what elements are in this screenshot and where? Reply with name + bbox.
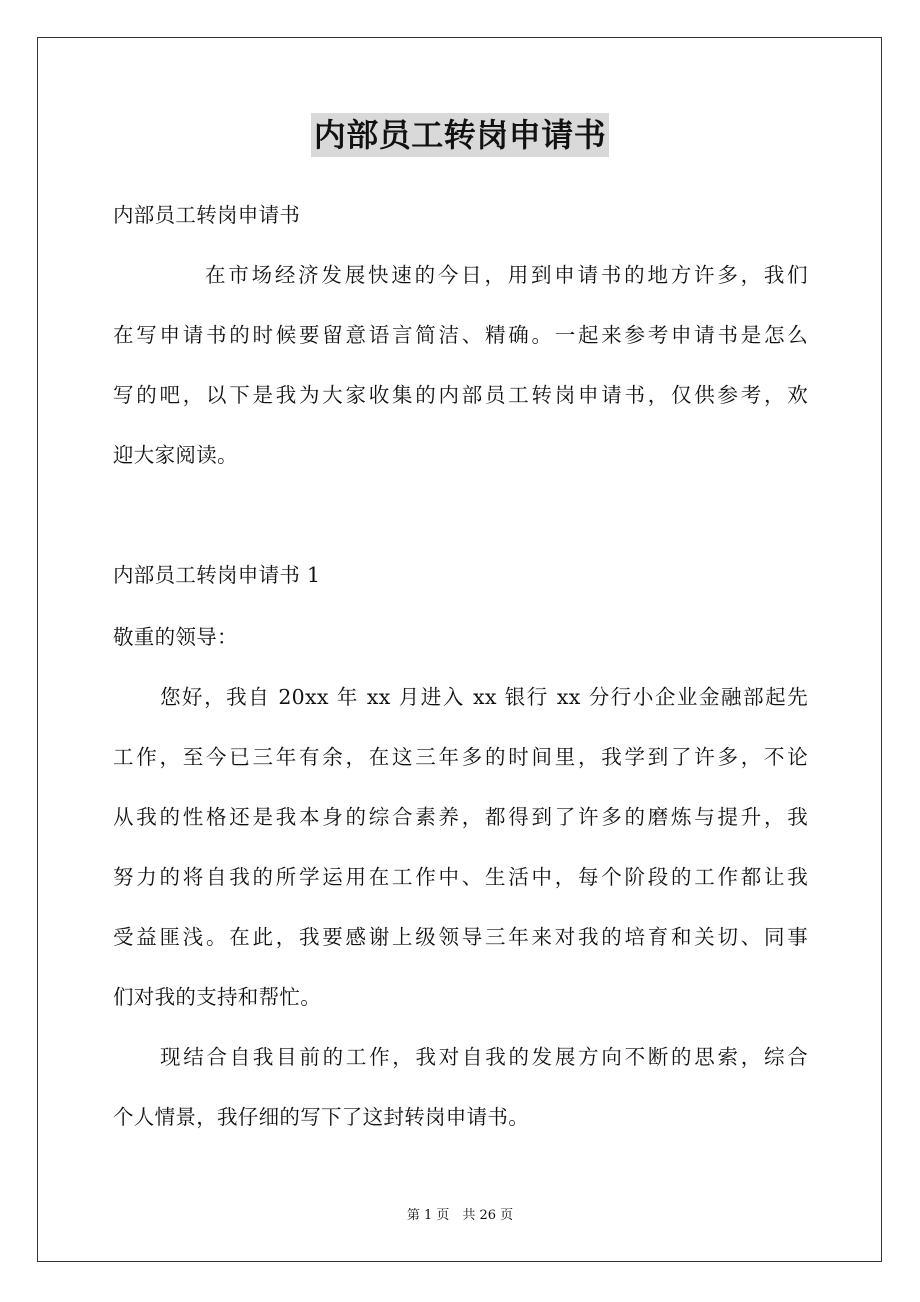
paragraph-line: 从我的性格还是我本身的综合素养，都得到了许多的磨炼与提升，我 — [113, 805, 808, 829]
intro-line: 写的吧，以下是我为大家收集的内部员工转岗申请书，仅供参考，欢 — [113, 383, 808, 407]
intro-line: 在市场经济发展快速的今日，用到申请书的地方许多，我们 — [205, 263, 808, 287]
paragraph-line: 受益匪浅。在此，我要感谢上级领导三年来对我的培育和关切、同事 — [113, 925, 808, 949]
page-footer: 第 1 页 共 26 页 — [406, 1208, 514, 1223]
intro-line: 在写申请书的时候要留意语言简洁、精确。一起来参考申请书是怎么 — [113, 323, 808, 347]
paragraph-line: 努力的将自我的所学运用在工作中、生活中，每个阶段的工作都让我 — [113, 865, 808, 889]
section-heading: 内部员工转岗申请书 1 — [113, 563, 321, 587]
document-title: 内部员工转岗申请书 — [311, 113, 610, 157]
paragraph-line: 个人情景，我仔细的写下了这封转岗申请书。 — [113, 1105, 529, 1129]
title-container — [0, 113, 920, 157]
paragraph-line: 现结合自我目前的工作，我对自我的发展方向不断的思索，综合 — [160, 1045, 808, 1069]
document-subtitle: 内部员工转岗申请书 — [113, 203, 301, 227]
intro-line: 迎大家阅读。 — [113, 443, 238, 467]
salutation: 敬重的领导： — [113, 625, 238, 649]
paragraph-line: 您好，我自 20xx 年 xx 月进入 xx 银行 xx 分行小企业金融部起先 — [160, 685, 808, 709]
paragraph-line: 工作，至今已三年有余，在这三年多的时间里，我学到了许多，不论 — [113, 745, 808, 769]
paragraph-line: 们对我的支持和帮忙。 — [113, 985, 321, 1009]
